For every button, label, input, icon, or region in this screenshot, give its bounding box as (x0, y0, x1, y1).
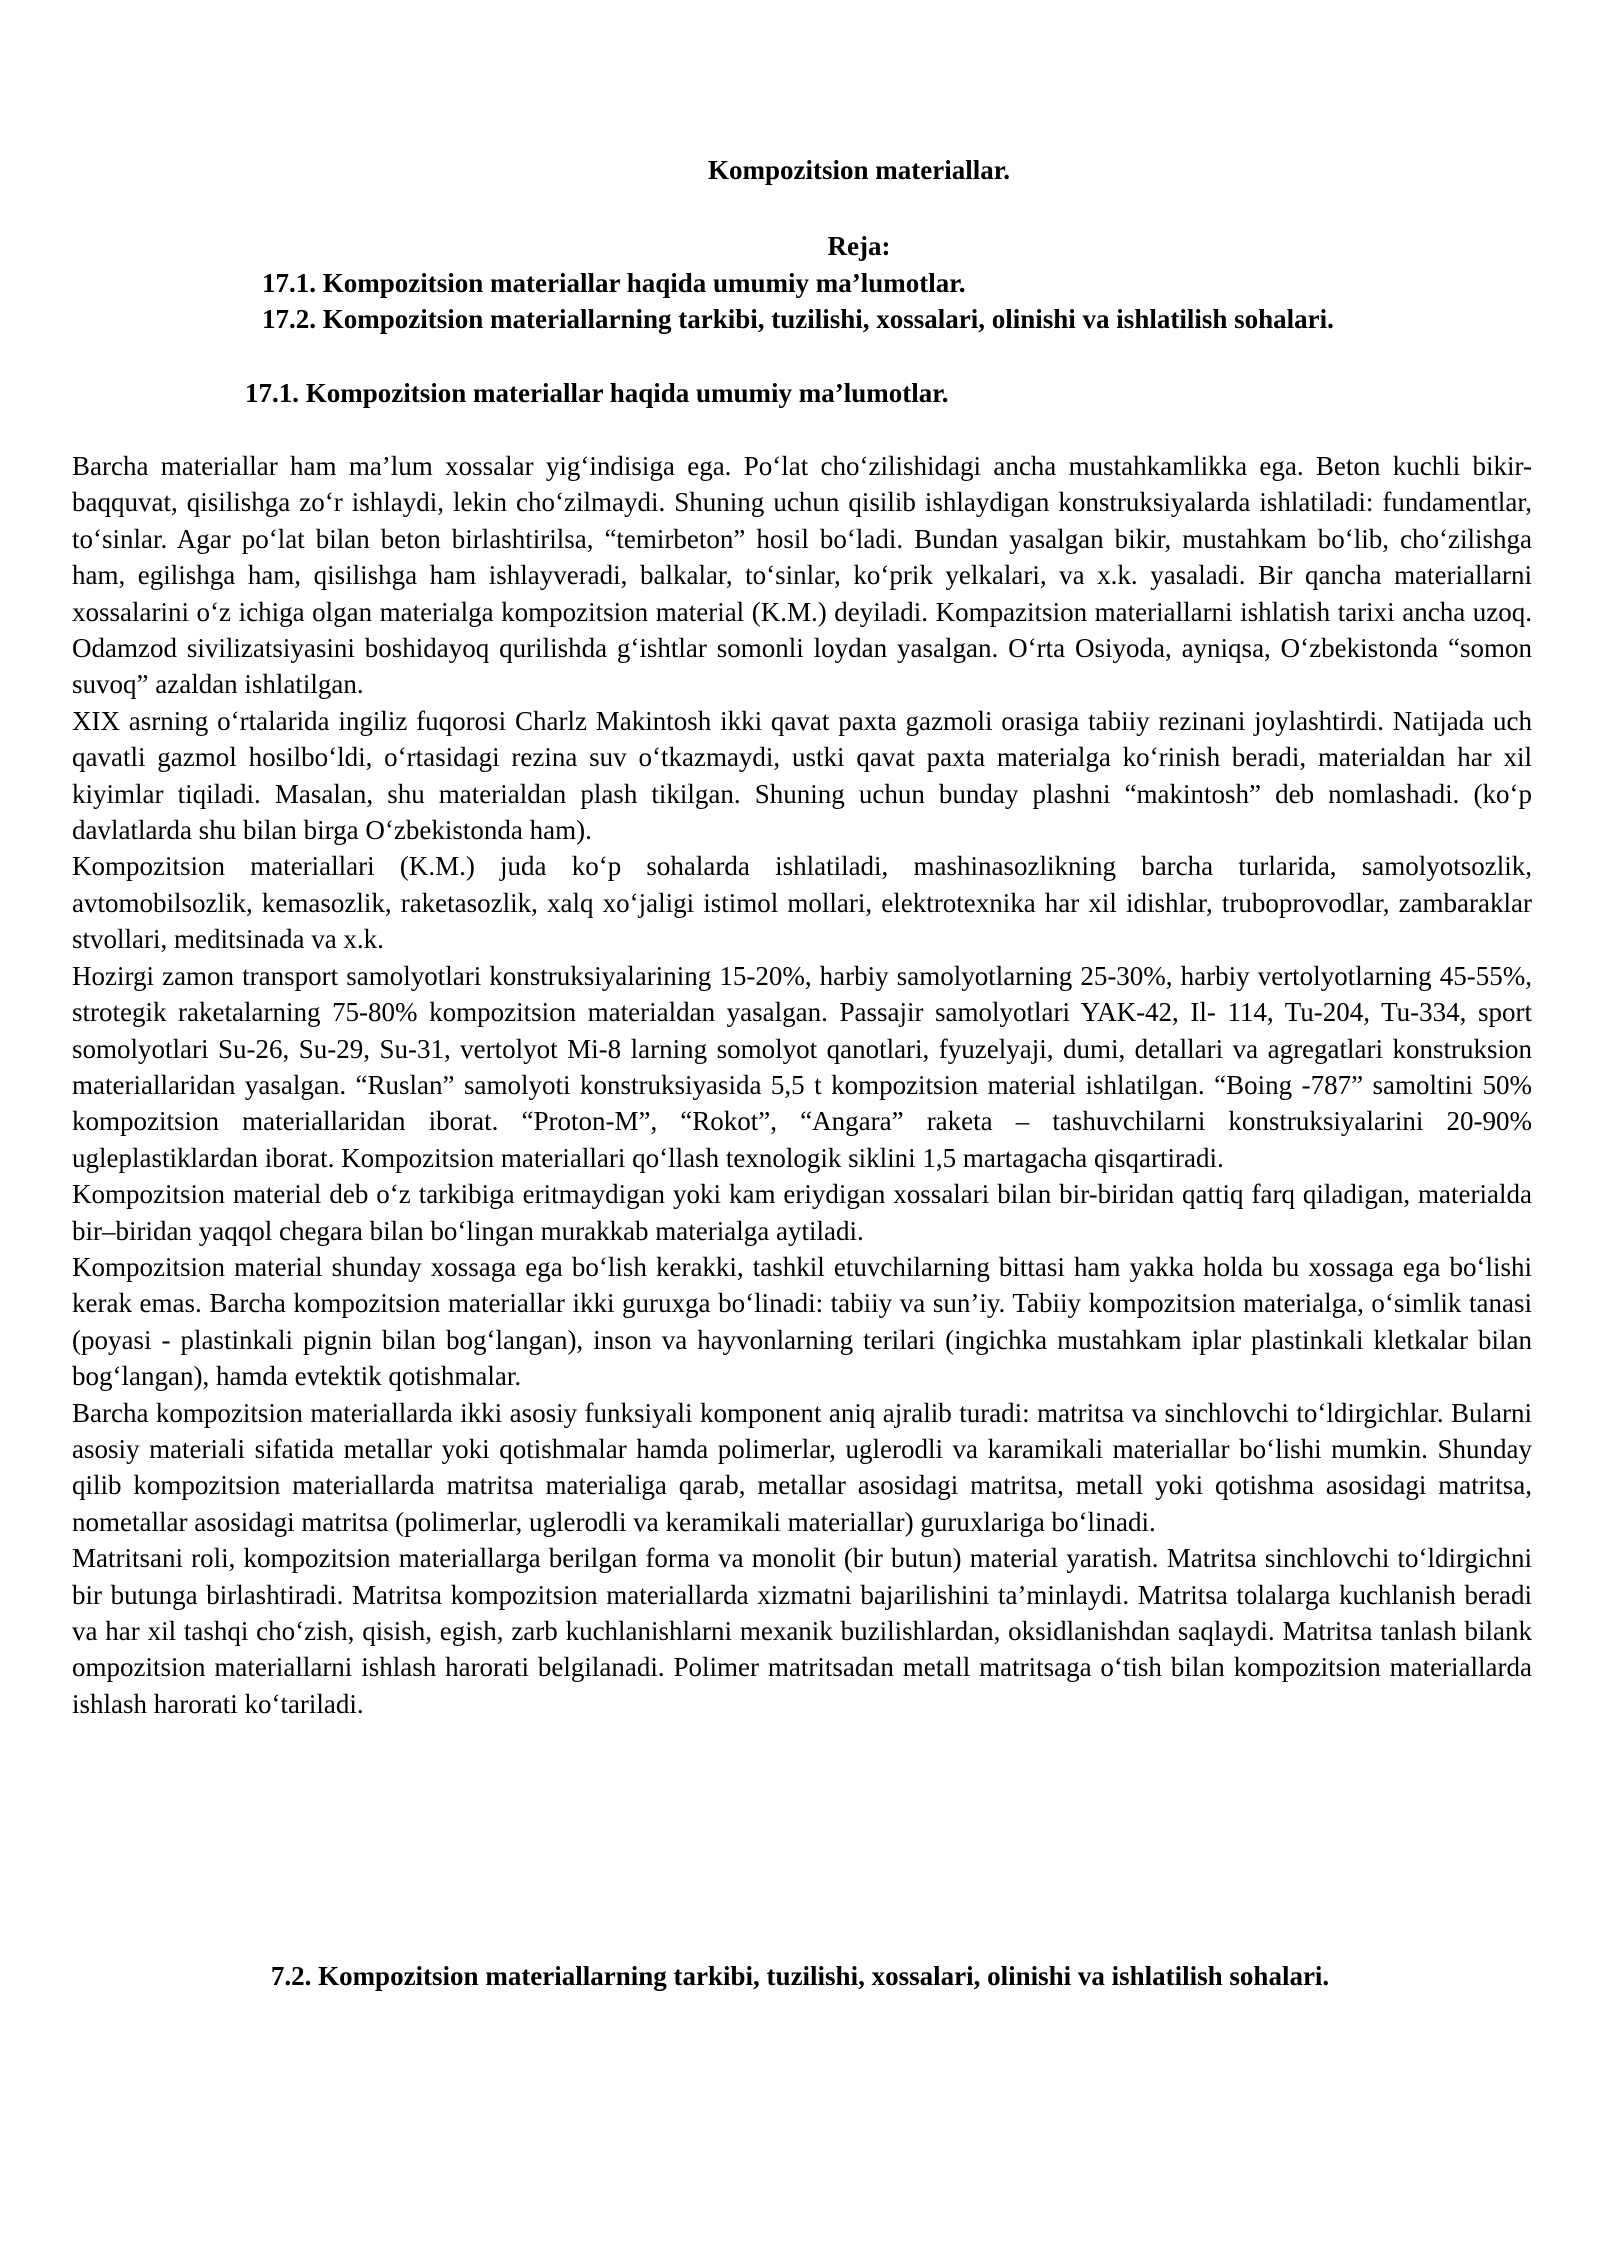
paragraph-2: XIX asrning o‘rtalarida ingiliz fuqorosi Charlz Makintosh ikki qavat paxta gazmoli orasiga tabiiy rezinani joylashtirdi. Natijada uch qavatli gazmol hosilbo‘ldi, o‘rtasidagi rezina suv o‘tkazmaydi, ustki qavat paxta materialga ko‘rinish beradi, materialdan har xil kiyimlar tiqiladi. Masalan, shu materialdan plash tikilgan. Shuning uchun bunday plashni “makintosh” deb nomlashadi. (ko‘p davlatlarda shu bilan birga O‘zbekistonda ham). (72, 705, 1532, 846)
plan-item-2: 17.2. Kompozitsion materiallarning tarkibi, tuzilishi, xossalari, olinishi va ishlatilish sohalari. (262, 304, 1334, 334)
paragraph-7: Barcha kompozitsion materiallarda ikki asosiy funksiyali komponent aniq ajralib turadi: matritsa va sinchlovchi to‘ldirgichlar. Bularni asosiy materiali sifatida metallar yoki qotishmalar hamda polimerlar, uglerodli va karamikali materiallar bo‘lishi mumkin. Shunday qilib kompozitsion materiallarda matritsa materialiga qarab, metallar asosidagi matritsa, metall yoki qotishma asosidagi matritsa, nometallar asosidagi matritsa (polimerlar, uglerodli va keramikali materiallar) guruxlariga bo‘linadi. (72, 1397, 1532, 1537)
paragraph-3: Kompozitsion materiallari (K.M.) juda ko‘p sohalarda ishlatiladi, mashinasozlikning barcha turlarida, samolyotsozlik, avtomobilsozlik, kemasozlik, raketasozlik, xalq xo‘jaligi istimol mollari, elektrotexnika har xil idishlar, truboprovodlar, zambaraklar stvollari, meditsinada va x.k. (72, 851, 1532, 955)
plan-item-1: 17.1. Kompozitsion materiallar haqida umumiy ma’lumotlar. (262, 268, 966, 298)
paragraph-5: Kompozitsion material deb o‘z tarkibiga eritmaydigan yoki kam eriydigan xossalari bilan bir-biridan qattiq farq qiladigan, materialda bir–biridan yaqqol chegara bilan bo‘lingan murakkab materialga aytiladi. (72, 1179, 1532, 1246)
paragraph-8: Matritsani roli, kompozitsion materiallarga berilgan forma va monolit (bir butun) material yaratish. Matritsa sinchlovchi to‘ldirgichni bir butunga birlashtiradi. Matritsa kompozitsion materiallarda xizmatni bajarilishini ta’minlaydi. Matritsa tolalarga kuchlanish beradi va har xil tashqi cho‘zish, qisish, egish, zarb kuchlanishlarni mexanik buzilishlardan, oksidlanishdan saqlaydi. Matritsa tanlash bilank ompozitsion materiallarni ishlash harorati belgilanadi. Polimer matritsadan metall matritsaga o‘tish bilan kompozitsion materiallarda ishlash harorati ko‘tariladi. (72, 1543, 1532, 1719)
paragraph-4: Hozirgi zamon transport samolyotlari konstruksiyalarining 15-20%, harbiy samolyotlarning 25-30%, harbiy vertolyotlarning 45-55%, strotegik raketalarning 75-80% kompozitsion materialdan yasalgan. Passajir samolyotlari YAK-42, Il- 114, Tu-204, Tu-334, sport somolyotlari Su-26, Su-29, Su-31, vertolyot Mi-8 larning somolyot qanotlari, fyuzelyaji, dumi, detallari va agregatlari konstruksion materiallaridan yasalgan. “Ruslan” samolyoti konstruksiyasida 5,5 t kompozitsion material ishlatilgan. “Boing -787” samoltini 50% kompozitsion materiallaridan iborat. “Proton-M”, “Rokot”, “Angara” raketa – tashuvchilarni konstruksiyalarini 20-90% ugleplastiklardan iborat. Kompozitsion materiallari qo‘llash texnologik siklini 1,5 martagacha qisqartiradi. (72, 960, 1532, 1173)
paragraph-6: Kompozitsion material shunday xossaga ega bo‘lish kerakki, tashkil etuvchilarning bittasi ham yakka holda bu xossaga ega bo‘lishi kerak emas. Barcha kompozitsion materiallar ikki guruxga bo‘linadi: tabiiy va sun’iy. Tabiiy kompozitsion materialga, o‘simlik tanasi (poyasi - plastinkali pignin bilan bog‘langan), inson va hayvonlarning terilari (ingichka mustahkam iplar plastinkali kletkalar bilan bog‘langan), hamda evtektik qotishmalar. (72, 1251, 1532, 1392)
document-title: Kompozitsion materiallar. (708, 155, 1010, 185)
section-2-heading: 7.2. Kompozitsion materiallarning tarkibi, tuzilishi, xossalari, olinishi va ishlatilish sohalari. (270, 1961, 1330, 1991)
paragraph-1: Barcha materiallar ham ma’lum xossalar yig‘indisiga ega. Po‘lat cho‘zilishidagi ancha mustahkamlikka ega. Beton kuchli bikir-baqquvat, qisilishga zo‘r ishlaydi, lekin cho‘zilmaydi. Shuning uchun qisilib ishlaydigan konstruksiyalarda ishlatiladi: fundamentlar, to‘sinlar. Agar po‘lat bilan beton birlashtirilsa, “temirbeton” hosil bo‘ladi. Bundan yasalgan bikir, mustahkam bo‘lib, cho‘zilishga ham, egilishga ham, qisilishga ham ishlayveradi, balkalar, to‘sinlar, ko‘prik yelkalari, va x.k. yasaladi. Bir qancha materiallarni xossalarini o‘z ichiga olgan materialga kompozitsion material (K.M.) deyiladi. Kompazitsion materiallarni ishlatish tarixi ancha uzoq. Odamzod sivilizatsiyasini boshidayoq qurilishda g‘ishtlar somonli loydan yasalgan. O‘rta Osiyoda, ayniqsa, O‘zbekistonda “somon suvoq” azaldan ishlatilgan. (72, 451, 1532, 700)
body-text (72, 448, 1532, 1722)
plan-heading: Reja: (827, 231, 891, 261)
section-1-heading: 17.1. Kompozitsion materiallar haqida umumiy ma’lumotlar. (245, 378, 949, 408)
